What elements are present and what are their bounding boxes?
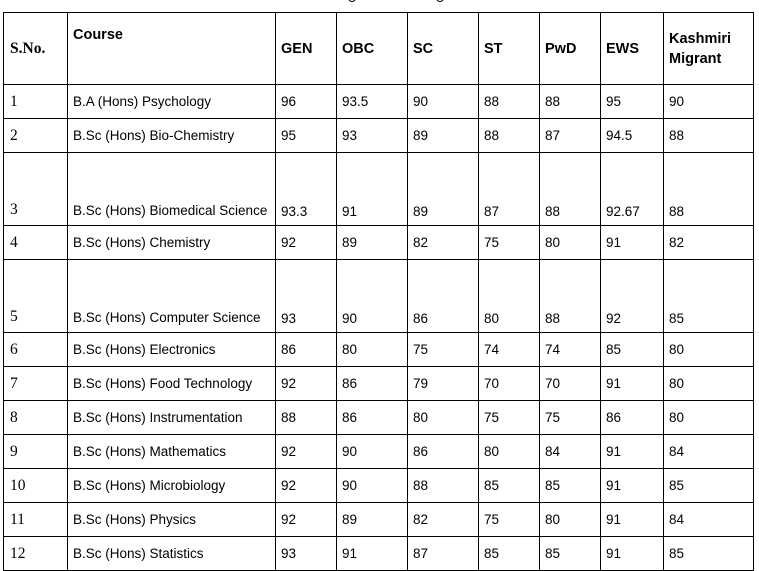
cell-sno: 12	[4, 537, 68, 571]
cell-pwd: 80	[540, 226, 601, 260]
header-sc: SC	[408, 13, 479, 85]
cell-pwd: 84	[540, 435, 601, 469]
cell-km: 88	[664, 119, 754, 153]
cell-course: B.Sc (Hons) Computer Science	[68, 260, 276, 333]
table-row	[4, 401, 754, 435]
cell-km: 85	[664, 469, 754, 503]
cell-sno: 5	[4, 260, 68, 333]
table-row	[4, 260, 754, 333]
cell-st: 74	[479, 333, 540, 367]
cell-km: 80	[664, 367, 754, 401]
cell-ews: 94.5	[601, 119, 664, 153]
cell-km: 90	[664, 85, 754, 119]
cell-gen: 92	[276, 469, 337, 503]
table-row	[4, 153, 754, 226]
cell-course: B.Sc (Hons) Statistics	[68, 537, 276, 571]
cell-st: 87	[479, 153, 540, 226]
cell-st: 85	[479, 469, 540, 503]
cell-gen: 92	[276, 503, 337, 537]
cell-km: 84	[664, 503, 754, 537]
cell-sc: 90	[408, 85, 479, 119]
cell-km: 88	[664, 153, 754, 226]
cell-sno: 1	[4, 85, 68, 119]
cell-st: 88	[479, 119, 540, 153]
cell-km: 82	[664, 226, 754, 260]
cell-ews: 91	[601, 367, 664, 401]
cell-km: 84	[664, 435, 754, 469]
table-row	[4, 469, 754, 503]
cell-sc: 88	[408, 469, 479, 503]
cell-sc: 82	[408, 503, 479, 537]
cell-course: B.Sc (Hons) Biomedical Science	[68, 153, 276, 226]
cell-gen: 86	[276, 333, 337, 367]
cell-obc: 89	[337, 226, 408, 260]
cell-obc: 80	[337, 333, 408, 367]
table-row	[4, 333, 754, 367]
cell-sc: 80	[408, 401, 479, 435]
cell-pwd: 70	[540, 367, 601, 401]
cell-obc: 93.5	[337, 85, 408, 119]
cell-gen: 92	[276, 367, 337, 401]
header-gen: GEN	[276, 13, 337, 85]
cell-sno: 9	[4, 435, 68, 469]
cell-obc: 93	[337, 119, 408, 153]
cell-st: 75	[479, 226, 540, 260]
cutoff-table	[3, 12, 754, 571]
header-kashmiri-migrant: Kashmiri Migrant	[664, 13, 754, 85]
cell-course: B.Sc (Hons) Chemistry	[68, 226, 276, 260]
cell-sc: 89	[408, 119, 479, 153]
cell-sno: 6	[4, 333, 68, 367]
cell-obc: 89	[337, 503, 408, 537]
table-row	[4, 537, 754, 571]
cell-ews: 91	[601, 435, 664, 469]
cell-gen: 96	[276, 85, 337, 119]
cell-sc: 82	[408, 226, 479, 260]
cell-course: B.Sc (Hons) Physics	[68, 503, 276, 537]
cell-st: 75	[479, 503, 540, 537]
cell-ews: 95	[601, 85, 664, 119]
cell-gen: 93.3	[276, 153, 337, 226]
cell-pwd: 75	[540, 401, 601, 435]
table-row	[4, 503, 754, 537]
cell-gen: 88	[276, 401, 337, 435]
cell-sc: 87	[408, 537, 479, 571]
cell-course: B.Sc (Hons) Mathematics	[68, 435, 276, 469]
header-pwd: PwD	[540, 13, 601, 85]
cell-sc: 75	[408, 333, 479, 367]
cell-st: 80	[479, 435, 540, 469]
cell-course: B.Sc (Hons) Microbiology	[68, 469, 276, 503]
table-body	[4, 85, 754, 571]
cell-km: 80	[664, 333, 754, 367]
cell-pwd: 74	[540, 333, 601, 367]
header-ews: EWS	[601, 13, 664, 85]
cell-gen: 92	[276, 435, 337, 469]
table-row	[4, 435, 754, 469]
cell-gen: 95	[276, 119, 337, 153]
cell-sno: 4	[4, 226, 68, 260]
cell-gen: 93	[276, 260, 337, 333]
cell-ews: 86	[601, 401, 664, 435]
cell-sno: 8	[4, 401, 68, 435]
header-course: Course	[68, 13, 276, 85]
cell-sc: 86	[408, 435, 479, 469]
cell-course: B.Sc (Hons) Electronics	[68, 333, 276, 367]
cell-pwd: 87	[540, 119, 601, 153]
table-row	[4, 367, 754, 401]
cell-ews: 85	[601, 333, 664, 367]
cell-pwd: 88	[540, 85, 601, 119]
cell-pwd: 85	[540, 537, 601, 571]
header-sno: S.No.	[4, 13, 68, 85]
cropped-header-text-fragment	[342, 0, 452, 5]
cell-course: B.A (Hons) Psychology	[68, 85, 276, 119]
cell-sc: 86	[408, 260, 479, 333]
cell-sno: 11	[4, 503, 68, 537]
cell-sc: 89	[408, 153, 479, 226]
cell-st: 85	[479, 537, 540, 571]
cell-ews: 92.67	[601, 153, 664, 226]
cell-km: 85	[664, 260, 754, 333]
cell-obc: 86	[337, 367, 408, 401]
table-row	[4, 85, 754, 119]
cell-obc: 90	[337, 469, 408, 503]
cell-sno: 2	[4, 119, 68, 153]
cell-km: 80	[664, 401, 754, 435]
cell-ews: 91	[601, 503, 664, 537]
cell-course: B.Sc (Hons) Food Technology	[68, 367, 276, 401]
header-row	[4, 13, 754, 85]
header-st: ST	[479, 13, 540, 85]
cell-sno: 10	[4, 469, 68, 503]
cell-sno: 3	[4, 153, 68, 226]
cell-km: 85	[664, 537, 754, 571]
cell-pwd: 88	[540, 260, 601, 333]
cell-ews: 91	[601, 537, 664, 571]
cell-st: 88	[479, 85, 540, 119]
cell-pwd: 85	[540, 469, 601, 503]
table-row	[4, 119, 754, 153]
header-obc: OBC	[337, 13, 408, 85]
cell-obc: 90	[337, 435, 408, 469]
cell-sno: 7	[4, 367, 68, 401]
table-row	[4, 226, 754, 260]
cell-gen: 92	[276, 226, 337, 260]
cell-pwd: 80	[540, 503, 601, 537]
cell-st: 75	[479, 401, 540, 435]
cell-ews: 91	[601, 226, 664, 260]
cell-sc: 79	[408, 367, 479, 401]
cell-st: 80	[479, 260, 540, 333]
cell-ews: 92	[601, 260, 664, 333]
cell-obc: 91	[337, 153, 408, 226]
cell-course: B.Sc (Hons) Instrumentation	[68, 401, 276, 435]
cell-gen: 93	[276, 537, 337, 571]
cell-obc: 90	[337, 260, 408, 333]
cell-st: 70	[479, 367, 540, 401]
cell-obc: 91	[337, 537, 408, 571]
cell-pwd: 88	[540, 153, 601, 226]
cell-obc: 86	[337, 401, 408, 435]
cell-course: B.Sc (Hons) Bio-Chemistry	[68, 119, 276, 153]
cell-ews: 91	[601, 469, 664, 503]
